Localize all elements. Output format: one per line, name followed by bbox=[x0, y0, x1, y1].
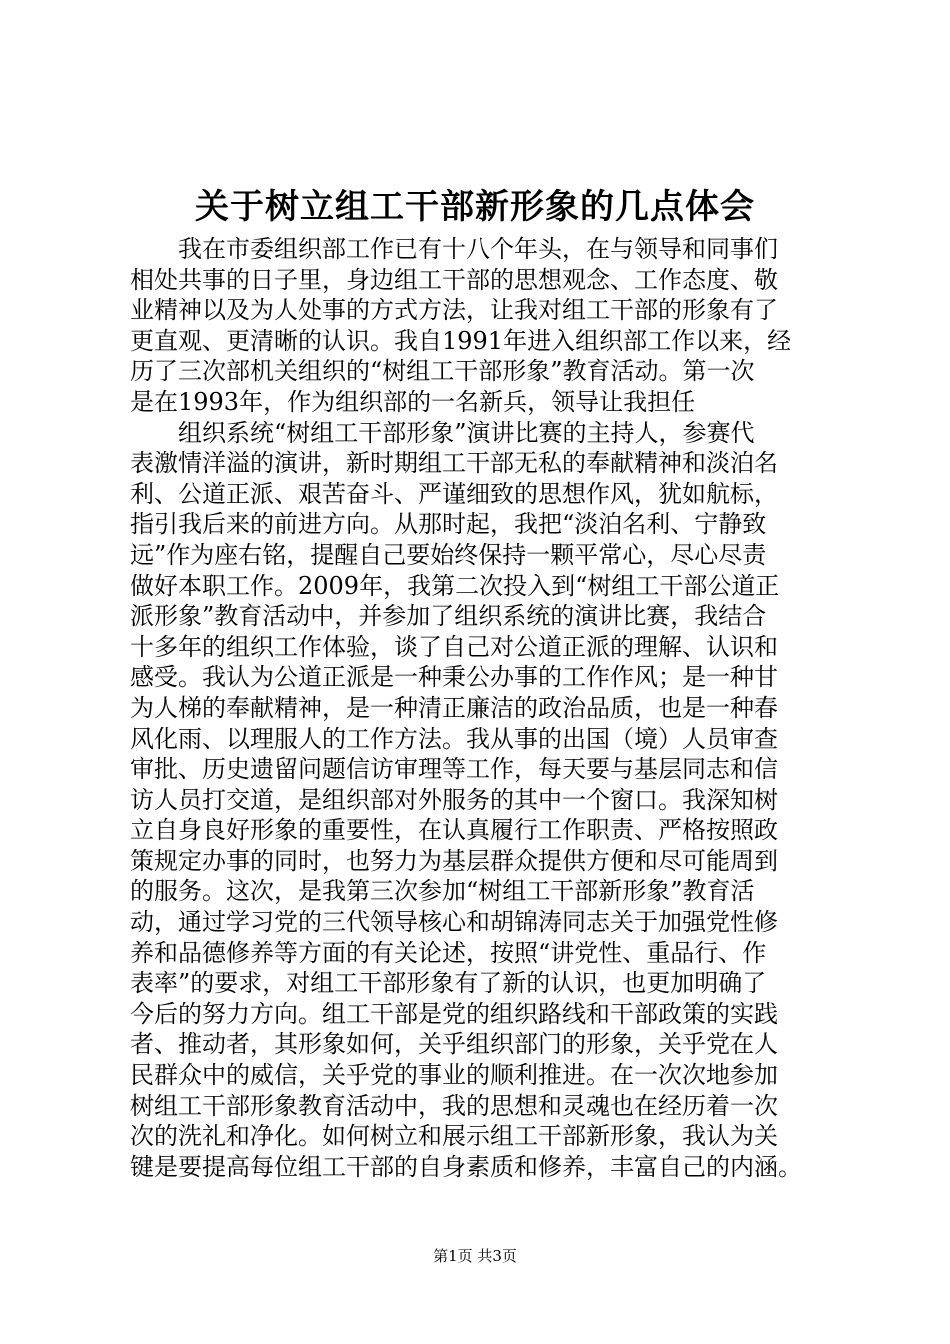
paragraph-line: 相处共事的日子里，身边组工干部的思想观念、工作态度、敬 bbox=[130, 265, 778, 294]
paragraph-line: 是在1993年，作为组织部的一名新兵，领导让我担任 bbox=[130, 387, 696, 416]
paragraph-line: 为人梯的奉献精神，是一种清正廉洁的政治品质，也是一种春 bbox=[130, 693, 778, 722]
paragraph-line: 表激情洋溢的演讲，新时期组工干部无私的奉献精神和淡泊名 bbox=[130, 449, 778, 478]
paragraph-line: 表率”的要求，对组工干部形象有了新的认识，也更加明确了 bbox=[130, 969, 767, 998]
paragraph-line: 策规定办事的同时，也努力为基层群众提供方便和尽可能周到 bbox=[130, 846, 778, 875]
paragraph-line: 键是要提高每位组工干部的自身素质和修养，丰富自己的内涵。 bbox=[130, 1152, 802, 1181]
paragraph-line: 养和品德修养等方面的有关论述，按照“讲党性、重品行、作 bbox=[130, 938, 767, 967]
page-number-footer: 第1页 共3页 bbox=[433, 1247, 517, 1265]
paragraph-line: 树组工干部形象教育活动中，我的思想和灵魂也在经历着一次 bbox=[130, 1091, 778, 1120]
paragraph-line: 次的洗礼和净化。如何树立和展示组工干部新形象，我认为关 bbox=[130, 1122, 778, 1151]
paragraph-line: 立自身良好形象的重要性，在认真履行工作职责、严格按照政 bbox=[130, 816, 778, 845]
document-title: 关于树立组工干部新形象的几点体会 bbox=[195, 187, 755, 227]
paragraph-line: 民群众中的威信，关乎党的事业的顺利推进。在一次次地参加 bbox=[130, 1061, 778, 1090]
paragraph-line: 派形象”教育活动中，并参加了组织系统的演讲比赛，我结合 bbox=[130, 602, 767, 631]
paragraph-line: 利、公道正派、艰苦奋斗、严谨细致的思想作风，犹如航标， bbox=[130, 479, 778, 508]
paragraph-line: 者、推动者，其形象如何，关乎组织部门的形象，关乎党在人 bbox=[130, 1030, 778, 1059]
paragraph-line: 感受。我认为公道正派是一种秉公办事的工作作风；是一种甘 bbox=[130, 663, 778, 692]
paragraph-line: 组织系统“树组工干部形象”演讲比赛的主持人，参赛代 bbox=[178, 418, 755, 447]
paragraph-line: 指引我后来的前进方向。从那时起，我把“淡泊名利、宁静致 bbox=[130, 510, 767, 539]
paragraph-line: 审批、历史遗留问题信访审理等工作，每天要与基层同志和信 bbox=[130, 755, 778, 784]
paragraph-line: 做好本职工作。2009年，我第二次投入到“树组工干部公道正 bbox=[130, 571, 780, 600]
paragraph-line: 历了三次部机关组织的“树组工干部形象”教育活动。第一次 bbox=[130, 357, 755, 386]
paragraph-line: 的服务。这次，是我第三次参加“树组工干部新形象”教育活 bbox=[130, 877, 755, 906]
paragraph-line: 风化雨、以理服人的工作方法。我从事的出国（境）人员审查 bbox=[130, 724, 778, 753]
paragraph-line: 远”作为座右铭，提醒自己要始终保持一颗平常心，尽心尽责 bbox=[130, 540, 767, 569]
document-body bbox=[130, 234, 830, 1182]
paragraph-line: 更直观、更清晰的认识。我自1991年进入组织部工作以来，经 bbox=[130, 326, 792, 355]
paragraph-line: 今后的努力方向。组工干部是党的组织路线和干部政策的实践 bbox=[130, 999, 778, 1028]
paragraph-line: 我在市委组织部工作已有十八个年头，在与领导和同事们 bbox=[178, 235, 778, 263]
paragraph-line: 访人员打交道，是组织部对外服务的其中一个窗口。我深知树 bbox=[130, 785, 778, 814]
paragraph-line: 十多年的组织工作体验，谈了自己对公道正派的理解、认识和 bbox=[130, 632, 778, 661]
paragraph-line: 动，通过学习党的三代领导核心和胡锦涛同志关于加强党性修 bbox=[130, 908, 778, 937]
paragraph-line: 业精神以及为人处事的方式方法，让我对组工干部的形象有了 bbox=[130, 296, 778, 325]
